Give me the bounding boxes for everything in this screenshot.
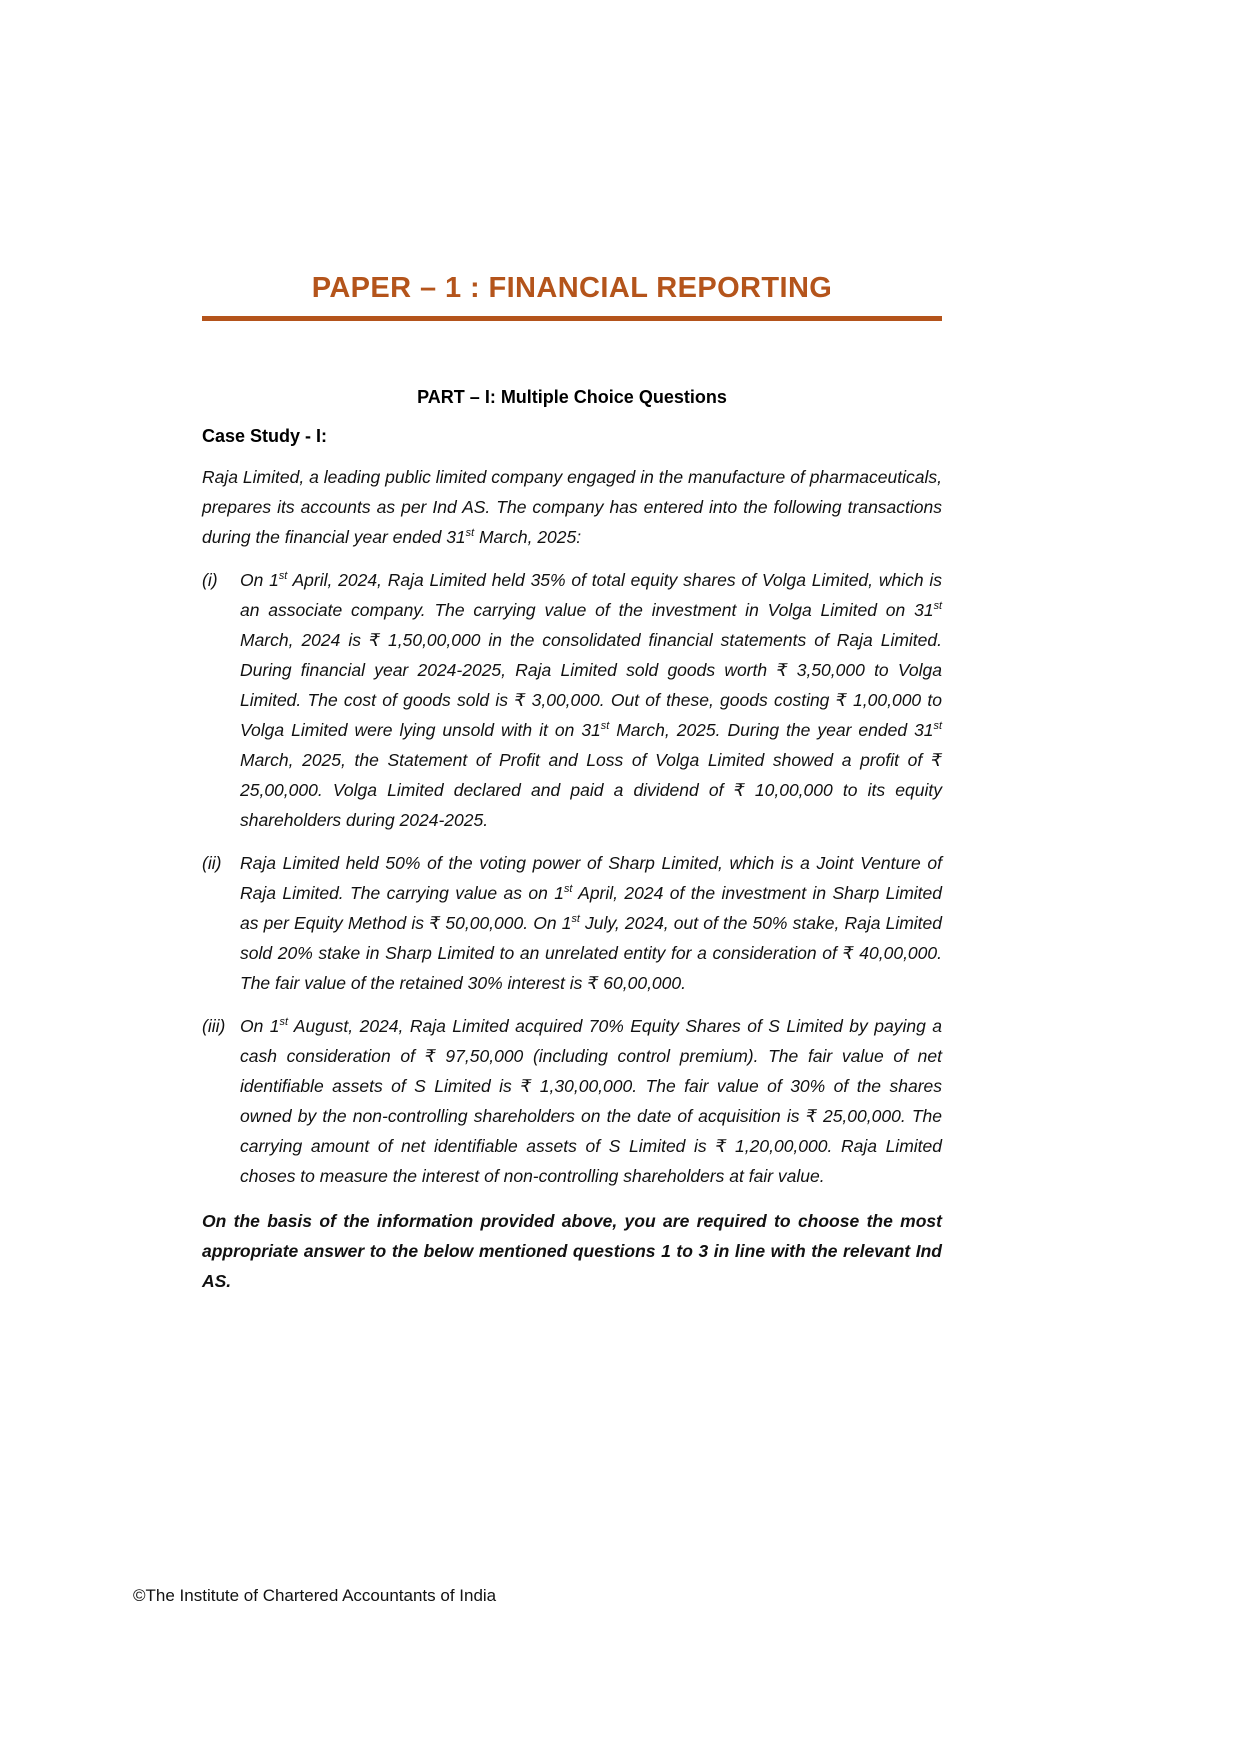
footer-copyright: ©The Institute of Chartered Accountants of India bbox=[133, 1586, 497, 1605]
intro-paragraph: Raja Limited, a leading public limited company engaged in the manufacture of pharmaceuticals, prepares its accounts as per Ind AS. The company has entered into the following transactions during the financial year ended 31st March, 2025: bbox=[202, 467, 942, 547]
paper-title: PAPER – 1 : FINANCIAL REPORTING bbox=[311, 272, 833, 304]
case-item bbox=[202, 848, 942, 998]
case-item-label: (ii) bbox=[202, 853, 222, 873]
case-item-label: (i) bbox=[202, 570, 218, 590]
closing-paragraph: On the basis of the information provided above, you are required to choose the most appropriate answer to the below mentioned questions 1 to 3 in line with the relevant Ind AS. bbox=[202, 1211, 942, 1291]
case-item-text: Raja Limited held 50% of the voting power of Sharp Limited, which is a Joint Venture of Raja Limited. The carrying value as on 1st April, 2024 of the investment in Sharp Limited as per Equity Method is ₹ 50,00,000. On 1st July, 2024, out of the 50% stake, Raja Limited sold 20% stake in Sharp Limited to an unrelated entity for a consideration of ₹ 40,00,000. The fair value of the retained 30% interest is ₹ 60,00,000. bbox=[240, 853, 943, 993]
case-item-text: On 1st August, 2024, Raja Limited acquired 70% Equity Shares of S Limited by paying a cash consideration of ₹ 97,50,000 (including control premium). The fair value of net identifiable assets of S Limited is ₹ 1,30,00,000. The fair value of 30% of the shares owned by the non-controlling shareholders on the date of acquisition is ₹ 25,00,000. The carrying amount of net identifiable assets of S Limited is ₹ 1,20,00,000. Raja Limited choses to measure the interest of non-controlling shareholders at fair value. bbox=[240, 1016, 942, 1186]
case-item bbox=[202, 1011, 942, 1191]
title-rule bbox=[202, 316, 942, 321]
case-item-label: (iii) bbox=[202, 1016, 226, 1036]
case-study-heading: Case Study - I: bbox=[202, 426, 328, 446]
case-item bbox=[202, 565, 942, 835]
part-heading: PART – I: Multiple Choice Questions bbox=[417, 387, 727, 407]
case-item-text: On 1st April, 2024, Raja Limited held 35% of total equity shares of Volga Limited, which is an associate company. The carrying value of the investment in Volga Limited on 31st March, 2024 is ₹ 1,50,00,000 in the consolidated financial statements of Raja Limited. During financial year 2024-2025, Raja Limited sold goods worth ₹ 3,50,000 to Volga Limited. The cost of goods sold is ₹ 3,00,000. Out of these, goods costing ₹ 1,00,000 to Volga Limited were lying unsold with it on 31st March, 2025. During the year ended 31st March, 2025, the Statement of Profit and Loss of Volga Limited showed a profit of ₹ 25,00,000. Volga Limited declared and paid a dividend of ₹ 10,00,000 to its equity shareholders during 2024-2025. bbox=[240, 570, 942, 830]
page-content bbox=[202, 272, 942, 1296]
